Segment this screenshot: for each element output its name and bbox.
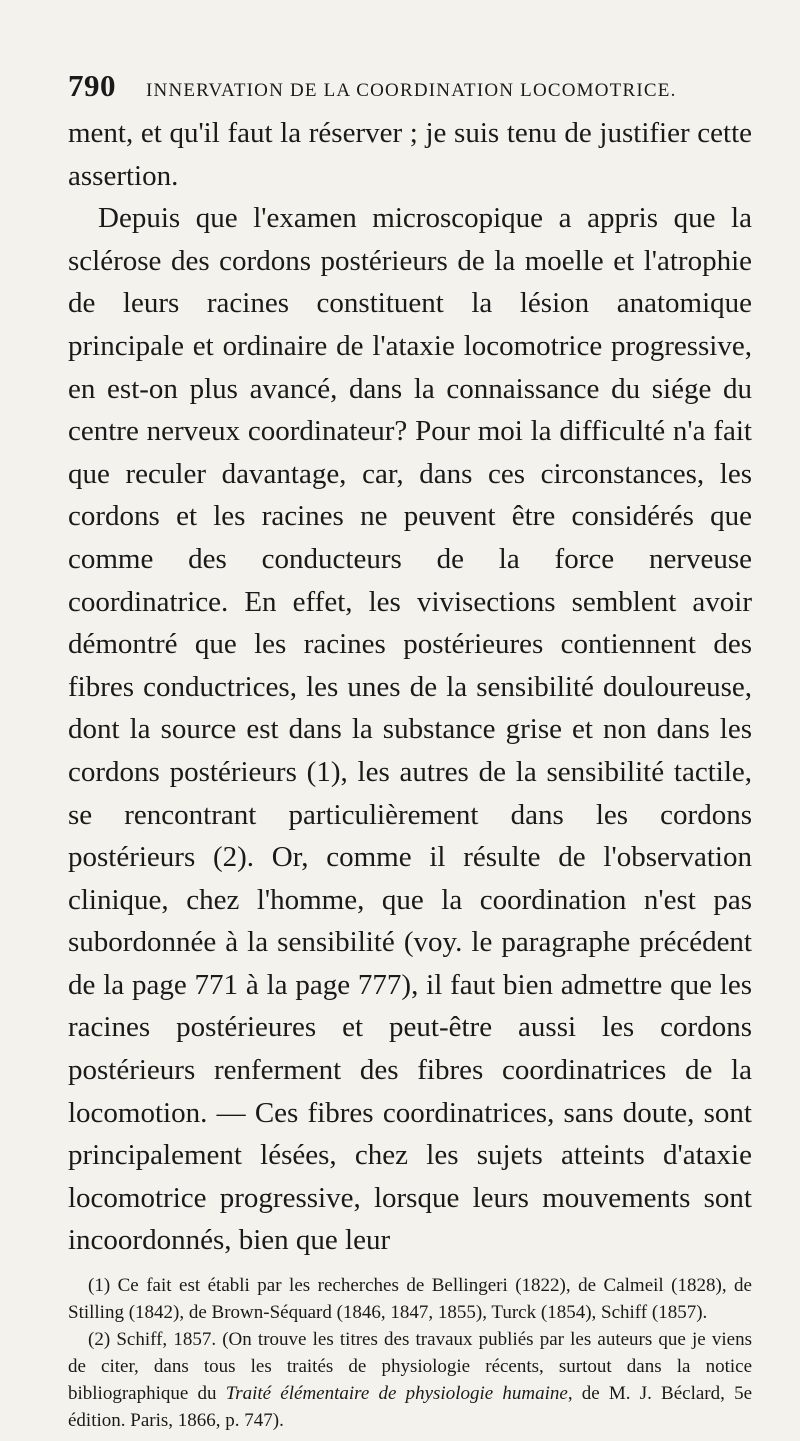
footnote-2-text-end: , de M. J. Béclard, 5e édition. Paris, 1866, p. 747).: [68, 1383, 752, 1432]
running-head: INNERVATION DE LA COORDINATION LOCOMOTRICE.: [146, 80, 677, 101]
paragraph-1: ment, et qu'il faut la réserver ; je suis tenu de justifier cette assertion.: [68, 117, 752, 192]
footnote-1: (1) Ce fait est établi par les recherches de Bellingeri (1822), de Calmeil (1828), de Stilling (1842), de Brown-Séquard (1846, 1847, 1855), Turck (1854), Schiff (1857).: [68, 1275, 752, 1324]
footnote-2-book-title: Traité élémentaire de physiologie humaine: [225, 1383, 568, 1405]
page-number: 790: [68, 68, 116, 103]
body-text: [68, 112, 752, 1262]
paragraph-2: Depuis que l'examen microscopique a appris que la sclérose des cordons postérieurs de la moelle et l'atrophie de leurs racines constituent la lésion anatomique principale et ordinaire de l'ataxie locomotrice progressive, en est-on plus avancé, dans la connaissance du siége du centre nerveux coordinateur? Pour moi la difficulté n'a fait que reculer davantage, car, dans ces circonstances, les cordons et les racines ne peuvent être considérés que comme des conducteurs de la force nerveuse coordinatrice. En effet, les vivisections semblent avoir démontré que les racines postérieures contiennent des fibres conductrices, les unes de la sensibilité douloureuse, dont la source est dans la substance grise et non dans les cordons postérieurs (1), les autres de la sensibilité tactile, se rencontrant particulièrement dans les cordons postérieurs (2). Or, comme il résulte de l'observation clinique, chez l'homme, que la coordination n'est pas subordonnée à la sensibilité (voy. le paragraphe précédent de la page 771 à la page 777), il faut bien admettre que les racines postérieures et peut-être aussi les cordons postérieurs renferment des fibres coordinatrices de la locomotion. — Ces fibres coordinatrices, sans doute, sont principalement lésées, chez les sujets atteints d'ataxie locomotrice progressive, lorsque leurs mouvements sont incoordonnés, bien que leur: [68, 202, 752, 1257]
footnote-2: [68, 1326, 752, 1434]
footnote-2-text: (2) Schiff, 1857. (On trouve les titres des travaux publiés par les auteurs que je viens de citer, dans tous les traités de physiologie récents, surtout dans la notice bibliographique du: [68, 1329, 752, 1405]
footnotes: [68, 1272, 752, 1434]
page-header: [68, 68, 752, 108]
